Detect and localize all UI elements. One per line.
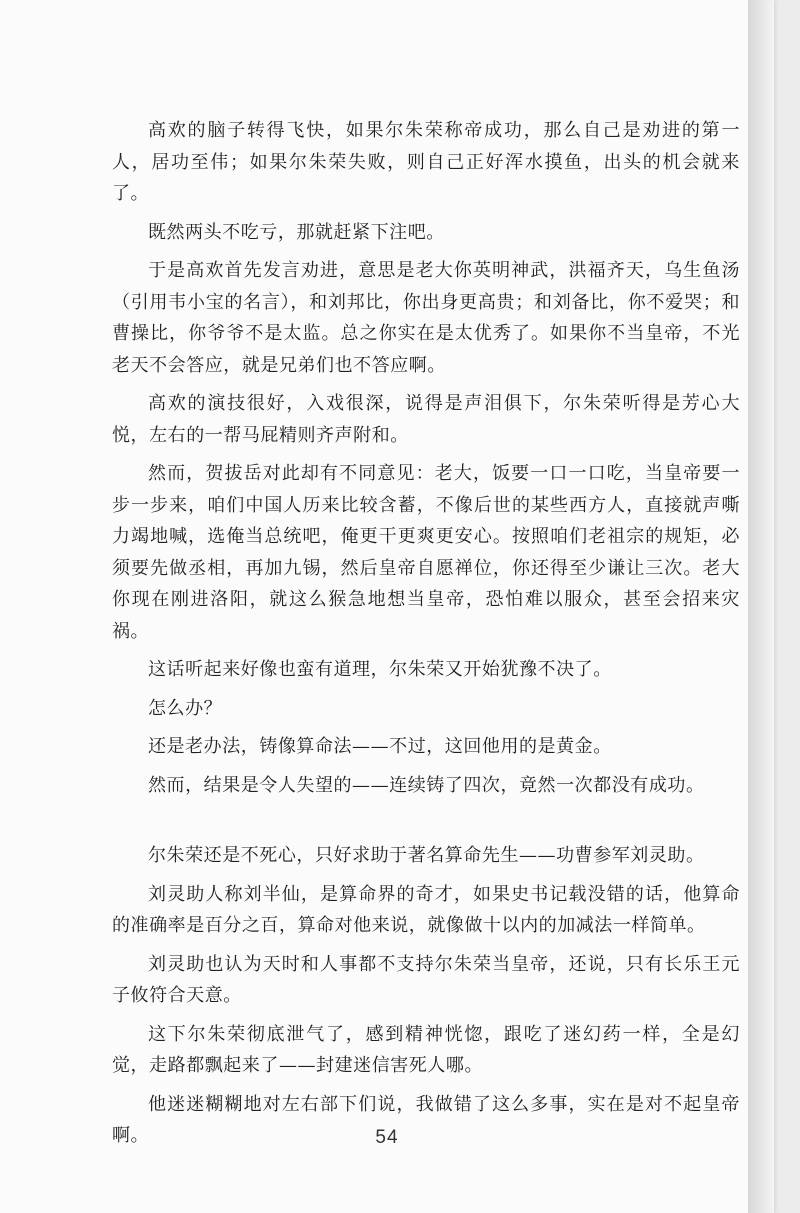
paragraph-10: 尔朱荣还是不死心，只好求助于著名算命先生——功曹参军刘灵助。 [148,845,705,866]
section-break [112,808,740,840]
paragraph-1: 高欢的脑子转得飞快，如果尔朱荣称帝成功，那么自己是劝进的第一人，居功至伟；如果尔朱荣失败，则自己正好浑水摸鱼，出头的机会就来了。 [112,120,740,204]
paragraph-4: 高欢的演技很好，入戏很深，说得是声泪俱下，尔朱荣听得是芳心大悦，左右的一帮马屁精则齐声附和。 [112,393,740,446]
paragraph-7: 怎么办？ [148,697,223,719]
paragraph-3: 于是高欢首先发言劝进，意思是老大你英明神武，洪福齐天，乌生鱼汤（引用韦小宝的名言），和刘邦比，你出身更高贵；和刘备比，你不爱哭；和曹操比，你爷爷不是太监。总之你实在是太优秀了。如果你不当皇帝，不光老天不会答应，就是兄弟们也不答应啊。 [112,260,740,376]
paragraph-14: 他迷迷糊糊地对左右部下们说，我做错了这么多事，实在是对不起皇帝啊。 [112,1093,740,1146]
page-body [112,115,740,1159]
paragraph-12: 刘灵助也认为天时和人事都不支持尔朱荣当皇帝，还说，只有长乐王元子攸符合天意。 [112,953,740,1006]
paragraph-8: 还是老办法，铸像算命法——不过，这回他用的是黄金。 [148,736,612,757]
paragraph-9: 然而，结果是令人失望的——连续铸了四次，竟然一次都没有成功。 [148,774,705,796]
paragraph-11: 刘灵助人称刘半仙，是算命界的奇才，如果史书记载没错的话，他算命的准确率是百分之百，算命对他来说，就像做十以内的加减法一样简单。 [112,883,740,936]
paragraph-13: 这下尔朱荣彻底泄气了，感到精神恍惚，跟吃了迷幻药一样，全是幻觉，走路都飘起来了——封建迷信害死人哪。 [112,1023,740,1076]
paragraph-5: 然而，贺拔岳对此却有不同意见：老大，饭要一口一口吃，当皇帝要一步一步来，咱们中国人历来比较含蓄，不像后世的某些西方人，直接就声嘶力竭地喊，选俺当总统吧，俺更干更爽更安心。按照咱们老祖宗的规矩，必须要先做丞相，再加九锡，然后皇帝自愿禅位，你还得至少谦让三次。老大你现在刚进洛阳，就这么猴急地想当皇帝，恐怕难以服众，甚至会招来灾祸。 [112,463,740,642]
page-edge-shadow [748,0,774,1213]
paragraph-2: 既然两头不吃亏，那就赶紧下注吧。 [148,221,445,243]
page-number: 54 [375,1127,399,1148]
paragraph-6: 这话听起来好像也蛮有道理，尔朱荣又开始犹豫不决了。 [148,659,612,680]
